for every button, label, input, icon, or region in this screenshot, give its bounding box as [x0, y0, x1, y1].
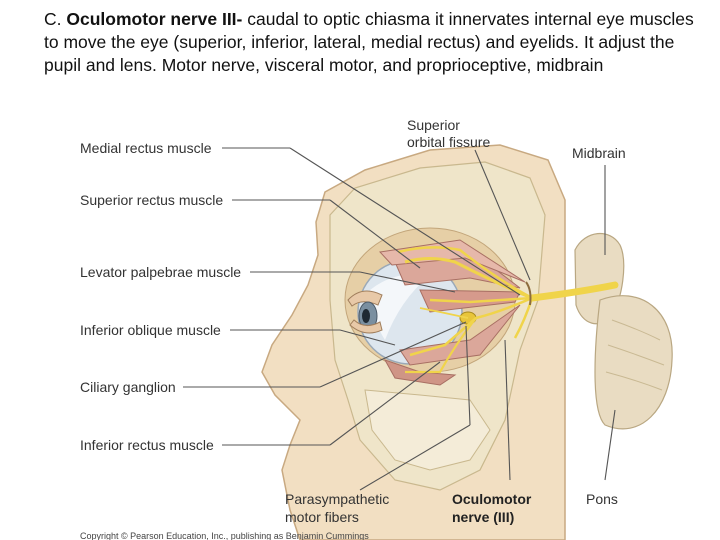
label-superior-rectus: Superior rectus muscle — [80, 192, 224, 208]
slide-title-bold: Oculomotor nerve III- — [66, 9, 243, 29]
label-parasympathetic-line1: Parasympathetic — [285, 491, 390, 507]
pupil — [362, 309, 370, 323]
label-superior-orbital-fissure-line1: Superior — [407, 117, 460, 133]
label-pons: Pons — [586, 491, 618, 507]
slide-prefix: C. — [44, 9, 67, 29]
label-midbrain: Midbrain — [572, 145, 626, 161]
label-ciliary-ganglion: Ciliary ganglion — [80, 379, 176, 395]
pons-shape — [595, 296, 672, 429]
label-levator-palpebrae: Levator palpebrae muscle — [80, 264, 242, 280]
label-medial-rectus: Medial rectus muscle — [80, 140, 212, 156]
label-parasympathetic-line2: motor fibers — [285, 509, 359, 525]
copyright-notice: Copyright © Pearson Education, Inc., publishing as Benjamin Cummings — [80, 531, 369, 540]
label-superior-orbital-fissure-line2: orbital fissure — [407, 134, 491, 150]
label-oculomotor-line1: Oculomotor — [452, 491, 532, 507]
label-inferior-oblique: Inferior oblique muscle — [80, 322, 221, 338]
label-inferior-rectus: Inferior rectus muscle — [80, 437, 214, 453]
slide-body: caudal to optic chiasma it innervates internal eye muscles to move the eye (superior, inferior, lateral, medial rectus) and eyelids. It adjust the pupil and lens. Motor nerve, visceral motor, and proprioceptive, midbrain — [44, 9, 694, 75]
label-oculomotor-line2: nerve (III) — [452, 509, 515, 525]
